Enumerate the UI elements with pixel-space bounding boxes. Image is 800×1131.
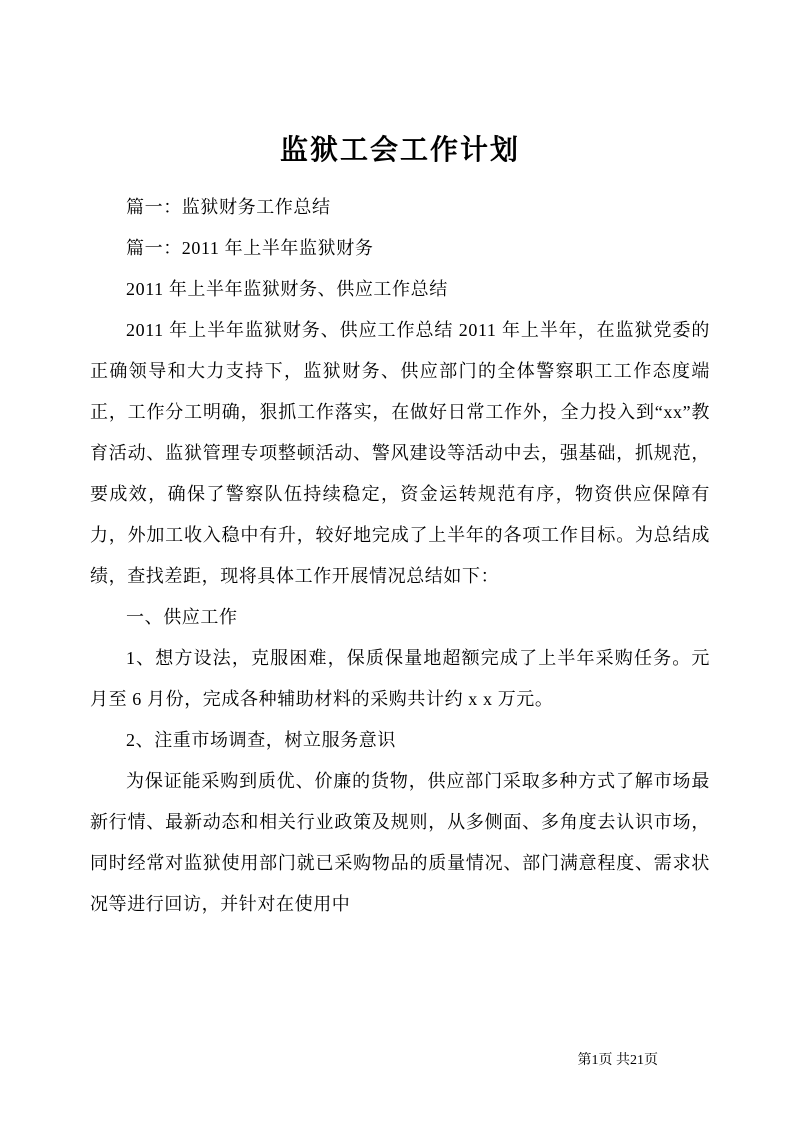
paragraph: 2011 年上半年监狱财务、供应工作总结 — [126, 279, 448, 300]
paragraph: 一、供应工作 — [126, 607, 238, 628]
document-title: 监狱工会工作计划 — [279, 135, 520, 166]
paragraph: 1、想方设法，克服困难，保质保量地超额完成了上半年采购任务。元月至 6 月份，完成各种辅助材料的采购共计约 x x 万元。 — [90, 648, 710, 710]
paragraph: 为保证能采购到质优、价廉的货物，供应部门采取多种方式了解市场最新行情、最新动态和相关行业政策及规则，从多侧面、多角度去认识市场，同时经常对监狱使用部门就已采购物品的质量情况、部门满意程度、需求状况等进行回访，并针对在使用中 — [90, 771, 710, 915]
paragraph: 2、注重市场调查，树立服务意识 — [126, 730, 396, 751]
page-number-footer: 第1页 共21页 — [577, 1053, 658, 1068]
document-body — [90, 187, 710, 925]
paragraph: 篇一：监狱财务工作总结 — [126, 197, 331, 218]
paragraph: 篇一：2011 年上半年监狱财务 — [126, 238, 374, 259]
paragraph: 2011 年上半年监狱财务、供应工作总结 2011 年上半年，在监狱党委的正确领导和大力支持下，监狱财务、供应部门的全体警察职工工作态度端正，工作分工明确，狠抓工作落实，在做好日常工作外，全力投入到“xx”教育活动、监狱管理专项整顿活动、警风建设等活动中去，强基础，抓规范，要成效，确保了警察队伍持续稳定，资金运转规范有序，物资供应保障有力，外加工收入稳中有升，较好地完成了上半年的各项工作目标。为总结成绩，查找差距，现将具体工作开展情况总结如下： — [90, 320, 710, 587]
